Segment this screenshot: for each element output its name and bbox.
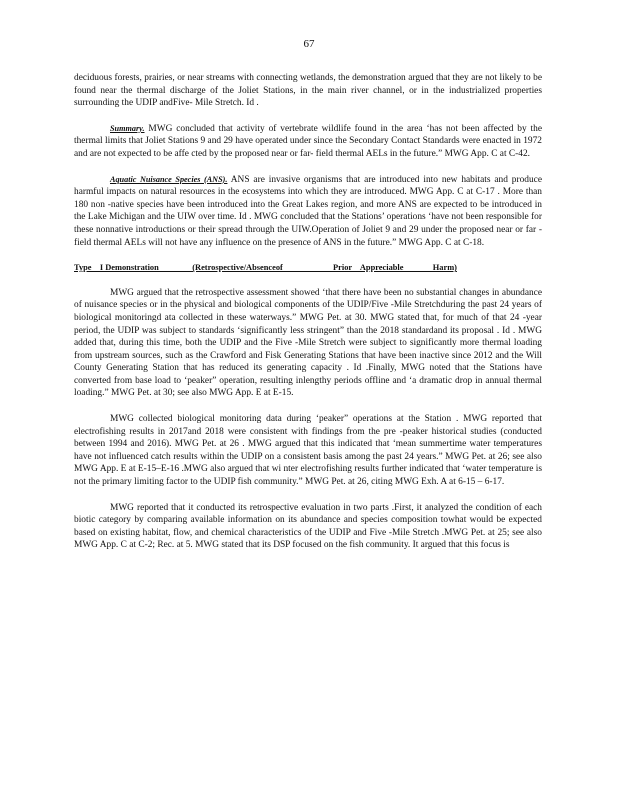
ans-heading: Aquatic Nuisance Species (ANS). xyxy=(110,174,228,184)
paragraph-ans xyxy=(74,174,542,250)
document-body xyxy=(74,72,542,565)
section-heading-type-i-demonstration: Type I Demonstration (Retrospective/Absenceof Prior Appreciable Harm) xyxy=(74,263,457,273)
paragraph-text: ANS are invasive organisms that are introduced into new habitats and produce harmful impacts on natural resources in the ecosystems into which they are introduced. MWG App. C at C-17 . More than 180 non -native species have been introduced into the Great Lakes region, and more ANS are expected to be introduced in the Lake Michigan and the UIW over time. Id . MWG concluded that the Stations’ operations ‘have not been responsible for these nonnative introductions or their spread through the UIW.Operation of Joliet 9 and 29 under the proposed near or far -field thermal AELs will not have any influence on the presence of ANS in the future.” MWG App. C at C-18. xyxy=(74,174,542,248)
paragraph-text: MWG collected biological monitoring data during ‘peaker” operations at the Station . MWG reported that electrofishing results in 2017and 2018 were consistent with findings from the pre -peaker historical studies (conducted between 1994 and 2016). MWG Pet. at 26 . MWG argued that this indicated that ‘mean summertime water temperatures have not influenced catch results within the UDIP on a consistent basis among the past 24 years.” MWG Pet. at 26; see also MWG App. E at E-15–E-16 .MWG also argued that wi nter electrofishing results further indicated that ‘water temperature is not the primary limiting factor to the UDIP fish community.” MWG Pet. at 26, citing MWG Exh. A at 6-15 – 6-17. xyxy=(74,414,542,488)
paragraph-retrospective-assessment xyxy=(74,287,542,400)
paragraph-text: MWG reported that it conducted its retrospective evaluation in two parts .First, it analyzed the condition of each biotic category by comparing available information on its abundance and species composition towhat would be expected based on existing habitat, flow, and chemical characteristics of the UDIP and Five -Mile Stretch .MWG Pet. at 25; see also MWG App. C at C-2; Rec. at 5. MWG stated that its DSP focused on the fish community. It argued that this focus is xyxy=(74,502,542,551)
summary-heading: Summary. xyxy=(110,123,145,133)
paragraph-text: MWG argued that the retrospective assessment showed ‘that there have been no substantial changes in abundance of nuisance species or in the physical and biological components of the UDIP/Five -Mile Stretchduring the past 24 years of biological monitoringd ata collected in these waterways.” MWG Pet. at 30. MWG stated that, for much of that 24 -year period, the UDIP was subject to standards ‘significantly less stringent” than the 2018 standardand its proposal . Id . MWG added that, during this time, both the UDIP and the Five -Mile Stretch were subject to significantly more thermal loading from upstream sources, such as the Crawford and Fisk Generating Stations that have been inactive since 2012 and the Will County Generating Station that has reduced its generating capacity . Id .Finally, MWG noted that the Stations have converted from base load to ‘peaker” operation, resulting inlengthy periods offline and ‘a dramatic drop in annual thermal loading.” MWG Pet. at 30; see also MWG App. E at E-15. xyxy=(74,287,542,399)
paragraph-wildlife-habitat xyxy=(74,72,542,110)
paragraph-text: deciduous forests, prairies, or near streams with connecting wetlands, the demonstration argued that they are not likely to be found near the thermal discharge of the Joliet Stations, in the main river channel, or in the industrialized properties surrounding the UDIP andFive- Mile Stretch. Id . xyxy=(74,73,542,109)
paragraph-summary xyxy=(74,123,542,161)
paragraph-text: MWG concluded that activity of vertebrate wildlife found in the area ‘has not been affected by the thermal limits that Joliet Stations 9 and 29 have operated under since the Secondary Contact Standards were enacted in 1972 and are not expected to be affe cted by the proposed near or far- field thermal AELs in the future.” MWG App. C at C-42. xyxy=(74,123,542,159)
paragraph-retrospective-evaluation xyxy=(74,502,542,552)
paragraph-peaker-monitoring xyxy=(74,413,542,489)
page-number: 67 xyxy=(303,38,315,50)
